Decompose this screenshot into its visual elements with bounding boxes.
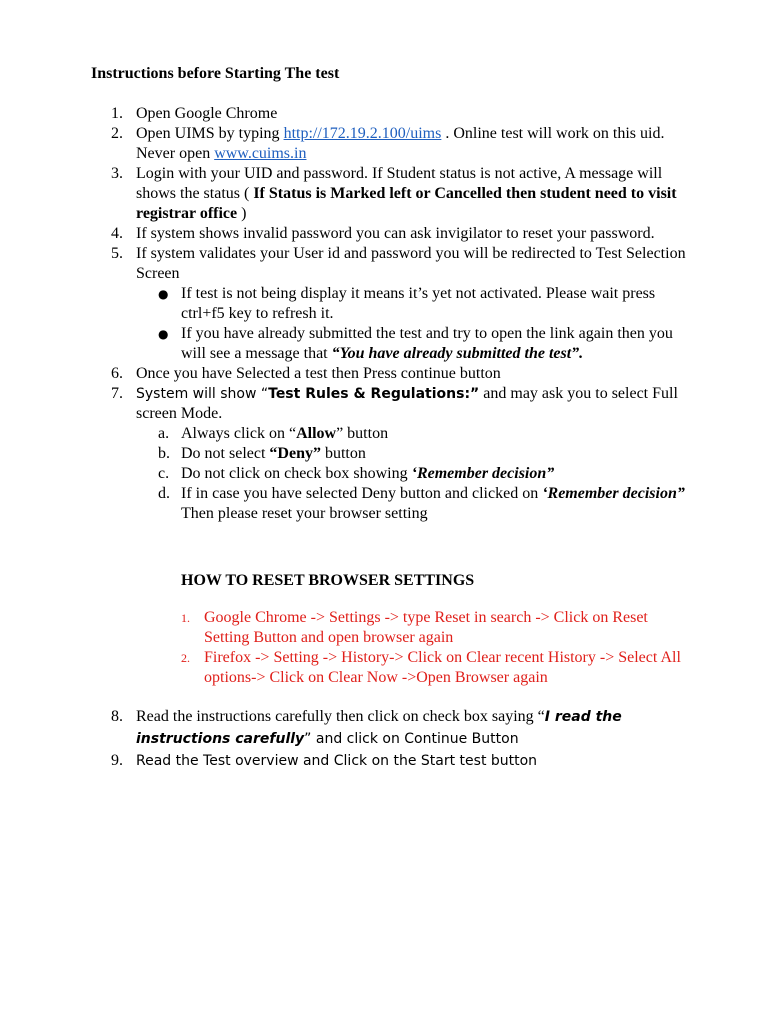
item-text: Open Google Chrome bbox=[136, 105, 278, 122]
item-number: 9. bbox=[111, 752, 123, 769]
item-emphasis: If Status is Marked left or Cancelled then student need to visit registrar office bbox=[136, 185, 677, 222]
list-item bbox=[0, 364, 768, 384]
item-text: Read the Test overview and Click on the Start test button bbox=[136, 753, 538, 769]
item-text: Google Chrome -> Settings -> type Reset in search -> Click on Reset Setting Button and open browser again bbox=[204, 609, 648, 646]
item-emphasis: Allow bbox=[296, 425, 337, 442]
item-text: If test is not being display it means it’s yet not activated. Please wait press ctrl+f5 key to refresh it. bbox=[181, 285, 656, 322]
item-text: ” button bbox=[336, 425, 389, 442]
item-letter: b. bbox=[158, 445, 170, 462]
item-text: ) bbox=[237, 205, 247, 222]
bullet-icon: ● bbox=[158, 327, 169, 341]
item-number: 1. bbox=[181, 611, 190, 625]
lettered-item bbox=[0, 444, 768, 464]
item-number: 5. bbox=[111, 245, 123, 262]
item-text: If in case you have selected Deny button and clicked on bbox=[181, 485, 543, 502]
list-item bbox=[0, 384, 768, 424]
list-item bbox=[0, 124, 768, 164]
lettered-item bbox=[0, 484, 768, 524]
list-item bbox=[0, 244, 768, 284]
item-number: 3. bbox=[111, 165, 123, 182]
item-text: Then please reset your browser setting bbox=[181, 505, 428, 522]
item-text: button bbox=[320, 445, 366, 462]
item-number: 6. bbox=[111, 365, 123, 382]
list-item bbox=[0, 750, 768, 772]
item-emphasis: ‘Remember decision” bbox=[411, 465, 555, 482]
list-item bbox=[0, 706, 768, 750]
item-letter: d. bbox=[158, 485, 170, 502]
item-text: If system validates your User id and password you will be redirected to Test Selection Screen bbox=[136, 245, 686, 282]
item-emphasis: “Deny” bbox=[269, 445, 321, 462]
item-text: Login with your UID and password. If Student status is not active, A message will shows the status ( bbox=[136, 165, 663, 202]
lettered-item bbox=[0, 424, 768, 444]
item-emphasis: “You have already submitted the test”. bbox=[331, 345, 584, 362]
reset-list bbox=[0, 608, 768, 688]
item-number: 1. bbox=[111, 105, 123, 122]
list-item bbox=[0, 164, 768, 224]
list-item bbox=[0, 224, 768, 244]
item-text: . Online test will work on this uid. Never open bbox=[136, 125, 665, 162]
item-text: Do not click on check box showing bbox=[181, 465, 412, 482]
bullet-icon: ● bbox=[158, 287, 169, 301]
item-text: Always click on “ bbox=[181, 425, 297, 442]
item-text: and may ask you to select Full screen Mode. bbox=[136, 385, 678, 422]
item-text: Read the instructions carefully then click on check box saying “ bbox=[136, 708, 545, 725]
item-text: Firefox -> Setting -> History-> Click on Clear recent History -> Select All options-> Click on Clear Now ->Open Browser again bbox=[204, 649, 681, 686]
item-letter: c. bbox=[158, 465, 170, 482]
list-item bbox=[0, 104, 768, 124]
item-number: 2. bbox=[181, 651, 190, 665]
item-letter: a. bbox=[158, 425, 170, 442]
page-title: Instructions before Starting The test bbox=[91, 65, 340, 82]
item-text: ” and click on Continue Button bbox=[304, 731, 519, 747]
reset-item bbox=[0, 608, 768, 648]
bullet-item bbox=[0, 324, 768, 364]
item-text: Do not select bbox=[181, 445, 270, 462]
item-number: 7. bbox=[111, 385, 123, 402]
item-number: 8. bbox=[111, 708, 123, 725]
item-text: Once you have Selected a test then Press continue button bbox=[136, 365, 501, 382]
item-text: Open UIMS by typing bbox=[136, 125, 284, 142]
uims-link[interactable]: http://172.19.2.100/uims bbox=[283, 125, 442, 142]
reset-item bbox=[0, 648, 768, 688]
reset-heading: HOW TO RESET BROWSER SETTINGS bbox=[181, 572, 475, 589]
instruction-list bbox=[0, 104, 768, 524]
item-emphasis: ‘Remember decision” bbox=[542, 485, 685, 502]
item-emphasis: Test Rules & Regulations:” bbox=[268, 386, 480, 402]
lettered-item bbox=[0, 464, 768, 484]
bullet-item bbox=[0, 284, 768, 324]
item-text: If you have already submitted the test and try to open the link again then you will see a message that bbox=[181, 325, 673, 362]
instruction-list-continued bbox=[0, 706, 768, 772]
item-number: 2. bbox=[111, 125, 123, 142]
item-emphasis: I read the instructions carefully bbox=[136, 709, 622, 747]
cuims-link[interactable]: www.cuims.in bbox=[214, 145, 307, 162]
item-text: If system shows invalid password you can ask invigilator to reset your password. bbox=[136, 225, 655, 242]
item-number: 4. bbox=[111, 225, 123, 242]
item-text: System will show “ bbox=[136, 386, 269, 402]
